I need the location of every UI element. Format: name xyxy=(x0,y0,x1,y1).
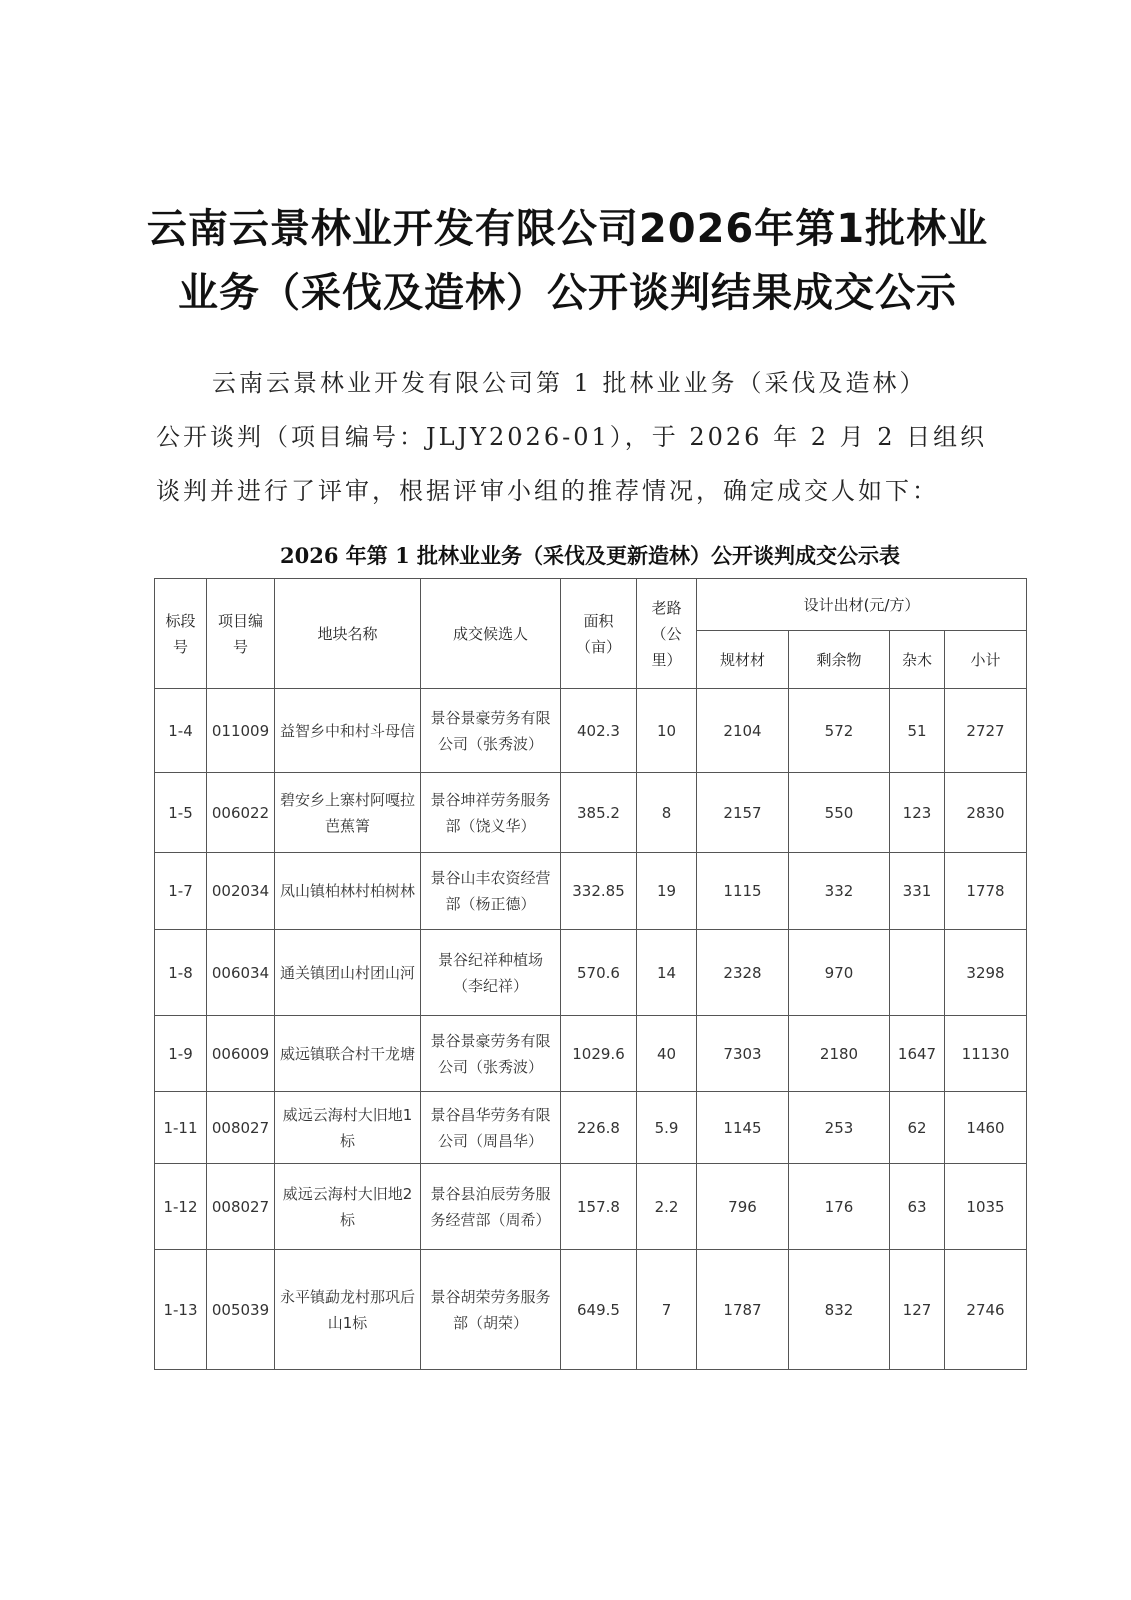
cell-candidate: 景谷景豪劳务有限公司（张秀波） xyxy=(421,689,561,773)
table-row xyxy=(155,773,1027,853)
cell-section: 1-7 xyxy=(155,853,207,930)
cell-area: 1029.6 xyxy=(561,1016,637,1092)
cell-area: 570.6 xyxy=(561,930,637,1016)
cell-timber: 2157 xyxy=(697,773,789,853)
header-plot: 地块名称 xyxy=(275,579,421,689)
cell-timber: 1115 xyxy=(697,853,789,930)
cell-area: 226.8 xyxy=(561,1092,637,1164)
cell-plot: 益智乡中和村斗母信 xyxy=(275,689,421,773)
cell-road: 8 xyxy=(637,773,697,853)
cell-remainder: 970 xyxy=(789,930,890,1016)
header-area: 面积（亩） xyxy=(561,579,637,689)
cell-section: 1-5 xyxy=(155,773,207,853)
table-header xyxy=(155,579,1027,689)
cell-misc: 63 xyxy=(890,1164,945,1250)
cell-subtotal: 11130 xyxy=(945,1016,1027,1092)
header-candidate: 成交候选人 xyxy=(421,579,561,689)
table-row xyxy=(155,1016,1027,1092)
cell-remainder: 832 xyxy=(789,1250,890,1370)
header-road: 老路（公里） xyxy=(637,579,697,689)
cell-plot: 通关镇团山村团山河 xyxy=(275,930,421,1016)
cell-road: 40 xyxy=(637,1016,697,1092)
header-design: 设计出材(元/方） xyxy=(697,579,1027,631)
document-title-line-1: 云南云景林业开发有限公司2026年第1批林业 xyxy=(146,206,989,252)
cell-plot: 永平镇勐龙村那巩后山1标 xyxy=(275,1250,421,1370)
cell-plot: 碧安乡上寨村阿嘎拉芭蕉箐 xyxy=(275,773,421,853)
result-table xyxy=(154,578,1027,1370)
cell-misc: 331 xyxy=(890,853,945,930)
table-row xyxy=(155,1092,1027,1164)
cell-plot: 凤山镇柏林村柏树林 xyxy=(275,853,421,930)
table-body xyxy=(155,689,1027,1370)
cell-subtotal: 2830 xyxy=(945,773,1027,853)
cell-subtotal: 2746 xyxy=(945,1250,1027,1370)
cell-project: 011009 xyxy=(207,689,275,773)
cell-section: 1-13 xyxy=(155,1250,207,1370)
header-project: 项目编号 xyxy=(207,579,275,689)
cell-candidate: 景谷胡荣劳务服务部（胡荣） xyxy=(421,1250,561,1370)
header-remainder: 剩余物 xyxy=(789,631,890,689)
cell-remainder: 550 xyxy=(789,773,890,853)
cell-remainder: 572 xyxy=(789,689,890,773)
cell-project: 002034 xyxy=(207,853,275,930)
cell-road: 19 xyxy=(637,853,697,930)
cell-remainder: 2180 xyxy=(789,1016,890,1092)
cell-candidate: 景谷坤祥劳务服务部（饶义华） xyxy=(421,773,561,853)
cell-section: 1-4 xyxy=(155,689,207,773)
cell-area: 649.5 xyxy=(561,1250,637,1370)
cell-candidate: 景谷县泊辰劳务服务经营部（周希） xyxy=(421,1164,561,1250)
cell-misc xyxy=(890,930,945,1016)
cell-subtotal: 2727 xyxy=(945,689,1027,773)
cell-road: 7 xyxy=(637,1250,697,1370)
cell-timber: 2328 xyxy=(697,930,789,1016)
cell-project: 006034 xyxy=(207,930,275,1016)
intro-paragraph xyxy=(156,356,996,518)
cell-plot: 威远镇联合村干龙塘 xyxy=(275,1016,421,1092)
cell-candidate: 景谷昌华劳务有限公司（周昌华） xyxy=(421,1092,561,1164)
cell-remainder: 176 xyxy=(789,1164,890,1250)
intro-line-1: 云南云景林业开发有限公司第 1 批林业业务（采伐及造林） xyxy=(212,369,927,397)
cell-candidate: 景谷景豪劳务有限公司（张秀波） xyxy=(421,1016,561,1092)
cell-candidate: 景谷山丰农资经营部（杨正德） xyxy=(421,853,561,930)
cell-remainder: 253 xyxy=(789,1092,890,1164)
cell-misc: 51 xyxy=(890,689,945,773)
cell-road: 10 xyxy=(637,689,697,773)
cell-project: 006009 xyxy=(207,1016,275,1092)
cell-timber: 1145 xyxy=(697,1092,789,1164)
cell-candidate: 景谷纪祥种植场（李纪祥） xyxy=(421,930,561,1016)
cell-section: 1-12 xyxy=(155,1164,207,1250)
cell-area: 157.8 xyxy=(561,1164,637,1250)
header-misc: 杂木 xyxy=(890,631,945,689)
header-subtotal: 小计 xyxy=(945,631,1027,689)
cell-project: 006022 xyxy=(207,773,275,853)
cell-subtotal: 1035 xyxy=(945,1164,1027,1250)
document-title-line-2: 业务（采伐及造林）公开谈判结果成交公示 xyxy=(178,270,957,316)
cell-misc: 62 xyxy=(890,1092,945,1164)
cell-timber: 7303 xyxy=(697,1016,789,1092)
intro-line-3: 谈判并进行了评审，根据评审小组的推荐情况，确定成交人如下： xyxy=(156,477,939,505)
cell-subtotal: 1778 xyxy=(945,853,1027,930)
cell-plot: 威远云海村大旧地1标 xyxy=(275,1092,421,1164)
table-row xyxy=(155,1250,1027,1370)
cell-misc: 123 xyxy=(890,773,945,853)
cell-misc: 1647 xyxy=(890,1016,945,1092)
cell-timber: 1787 xyxy=(697,1250,789,1370)
table-row xyxy=(155,853,1027,930)
cell-road: 14 xyxy=(637,930,697,1016)
cell-timber: 796 xyxy=(697,1164,789,1250)
cell-section: 1-9 xyxy=(155,1016,207,1092)
cell-subtotal: 1460 xyxy=(945,1092,1027,1164)
cell-project: 008027 xyxy=(207,1092,275,1164)
cell-subtotal: 3298 xyxy=(945,930,1027,1016)
table-row xyxy=(155,689,1027,773)
cell-section: 1-8 xyxy=(155,930,207,1016)
cell-project: 008027 xyxy=(207,1164,275,1250)
cell-area: 385.2 xyxy=(561,773,637,853)
cell-section: 1-11 xyxy=(155,1092,207,1164)
table-row xyxy=(155,1164,1027,1250)
cell-road: 2.2 xyxy=(637,1164,697,1250)
cell-project: 005039 xyxy=(207,1250,275,1370)
cell-timber: 2104 xyxy=(697,689,789,773)
table-caption: 2026 年第 1 批林业业务（采伐及更新造林）公开谈判成交公示表 xyxy=(280,543,900,568)
intro-line-2: 公开谈判（项目编号：JLJY2026-01），于 2026 年 2 月 2 日组织 xyxy=(156,423,988,451)
cell-misc: 127 xyxy=(890,1250,945,1370)
cell-area: 332.85 xyxy=(561,853,637,930)
cell-plot: 威远云海村大旧地2标 xyxy=(275,1164,421,1250)
cell-remainder: 332 xyxy=(789,853,890,930)
table-row xyxy=(155,930,1027,1016)
cell-area: 402.3 xyxy=(561,689,637,773)
header-section: 标段号 xyxy=(155,579,207,689)
cell-road: 5.9 xyxy=(637,1092,697,1164)
header-timber: 规材材 xyxy=(697,631,789,689)
